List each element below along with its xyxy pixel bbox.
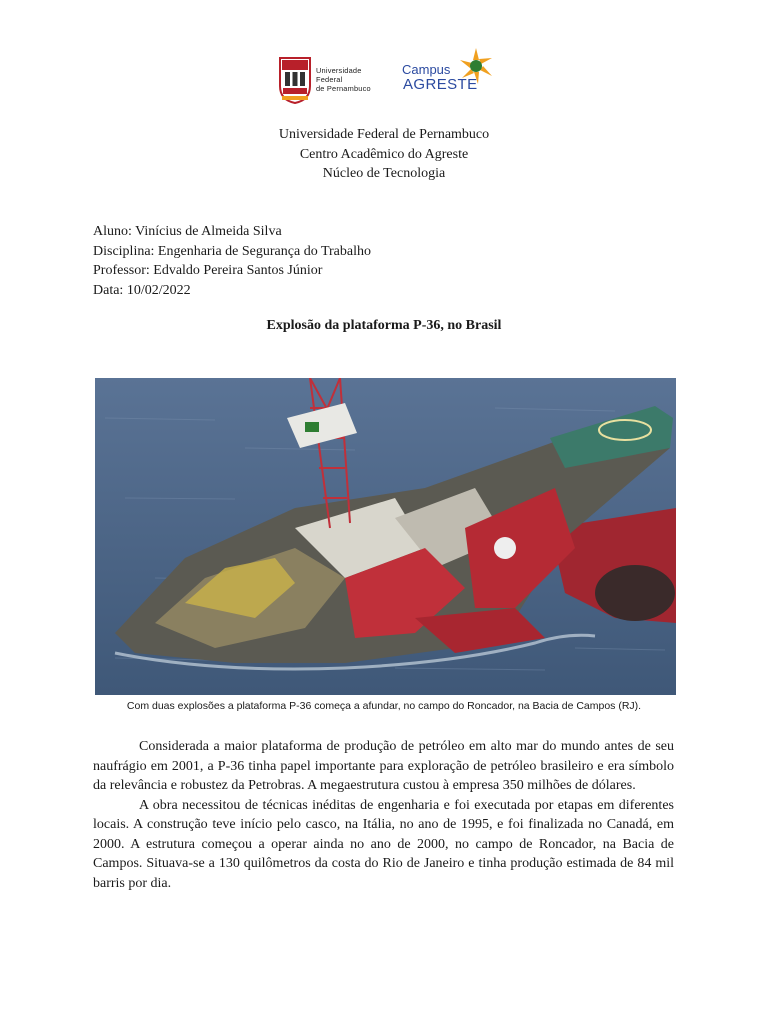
professor: Professor: Edvaldo Pereira Santos Júnior — [93, 263, 323, 278]
header-logos — [276, 44, 496, 106]
ufpe-logo-line-2: Federal — [316, 75, 343, 84]
ufpe-logo-line-1: Universidade — [316, 66, 362, 75]
student-info — [93, 222, 371, 300]
academic-center: Centro Acadêmico do Agreste — [299, 146, 469, 162]
ufpe-crest-icon — [278, 56, 312, 104]
body-text — [93, 737, 674, 893]
photo-caption: Com duas explosões a plataforma P-36 começa a afundar, no campo do Roncador, na Bacia de Campos (RJ). — [126, 700, 642, 712]
paragraph-1: Considerada a maior plataforma de produção de petróleo em alto mar do mundo antes de seu naufrágio em 2001, a P-36 tinha papel importante para exploração de petróleo brasileiro e era símbolo da relevância e robustez da Petrobras. A megaestrutura custou à empresa 350 milhões de dólares. — [93, 739, 674, 793]
technology-nucleus: Núcleo de Tecnologia — [322, 166, 446, 181]
ufpe-logo-line-3: de Pernambuco — [316, 84, 371, 93]
campus-agreste-logo — [400, 46, 496, 102]
ufpe-logo-text — [316, 66, 371, 93]
date: Data: 10/02/2022 — [93, 282, 191, 298]
document-title: Explosão da plataforma P-36, no Brasil — [266, 318, 502, 333]
platform-photo — [95, 378, 676, 695]
discipline: Disciplina: Engenharia de Segurança do Trabalho — [93, 243, 371, 259]
institution-header — [0, 125, 768, 184]
campus-logo-line-1: Campus — [402, 62, 451, 77]
paragraph-2: A obra necessitou de técnicas inéditas de engenharia e foi executada por etapas em diferentes locais. A construção teve início pelo casco, na Itália, no ano de 1995, e foi finalizada no Canadá, em 2000. A estrutura começou a operar ainda no ano de 2000, no campo de Roncador, na Bacia de Campos. Situava-se a 130 quilômetros da costa do Rio de Janeiro e tinha produção estimada de 84 mil barris por dia. — [93, 797, 674, 891]
student-name: Aluno: Vinícius de Almeida Silva — [93, 224, 282, 239]
institution-name: Universidade Federal de Pernambuco — [278, 127, 490, 142]
campus-logo-line-2: AGRESTE — [403, 76, 478, 93]
